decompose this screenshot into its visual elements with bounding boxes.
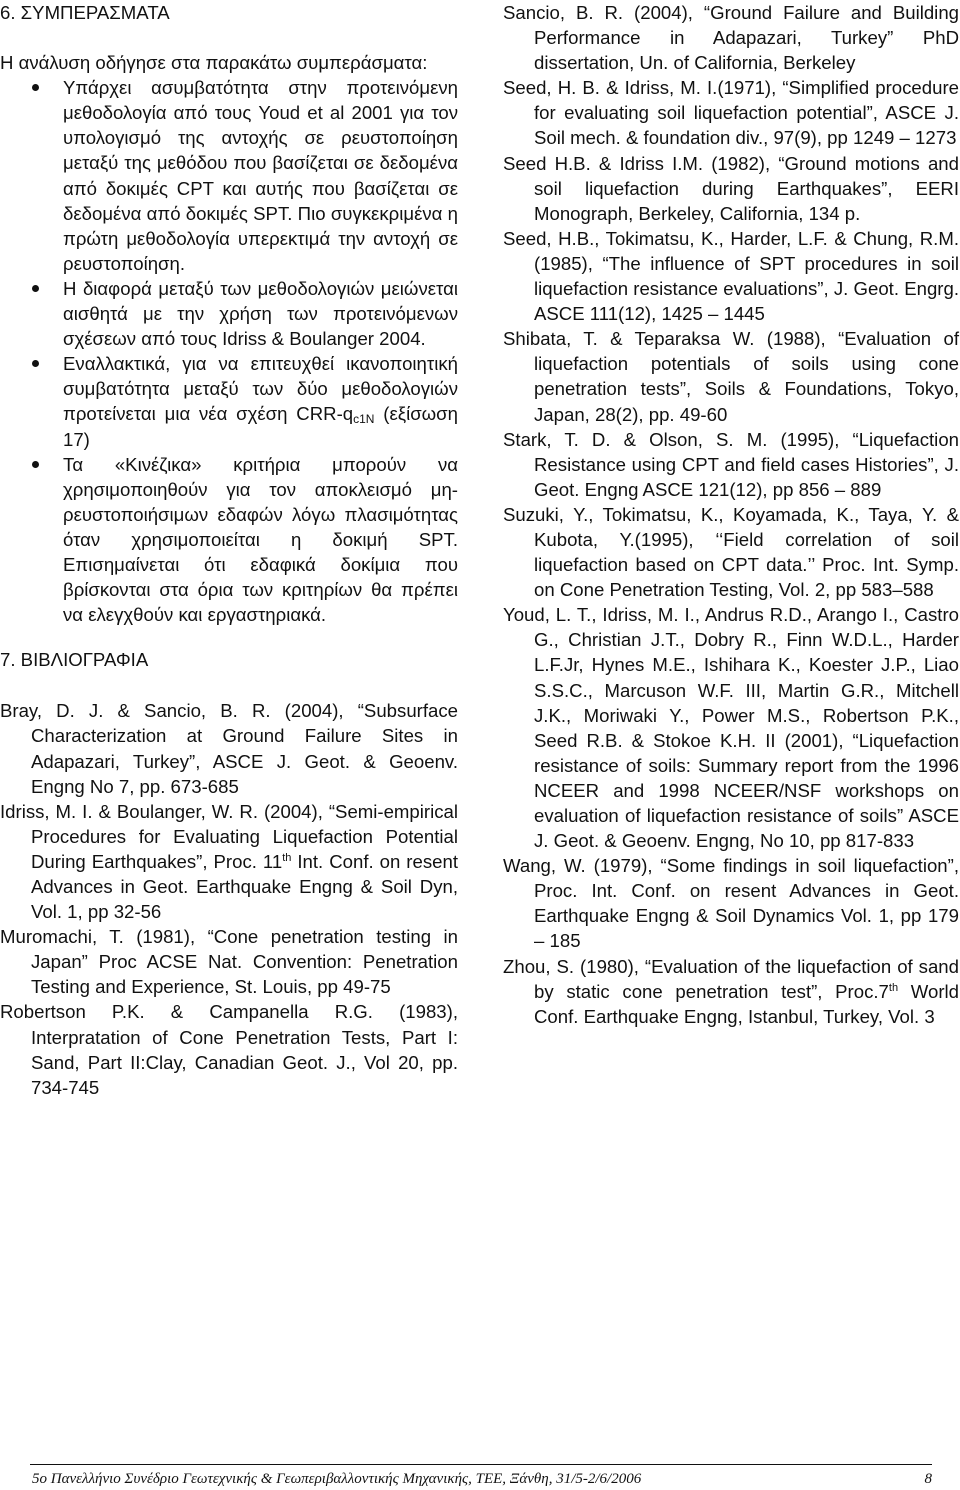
section-6-heading: 6. ΣΥΜΠΕΡΑΣΜΑΤΑ xyxy=(0,2,170,23)
page-number: 8 xyxy=(924,1471,932,1487)
superscript-th: th xyxy=(282,851,292,864)
reference-text: Idriss, M. I. & Boulanger, W. R. (2004), “Semi-empirical Procedures for Evaluating Liquefaction Potential During Earthquakes”, Proc. 11 xyxy=(0,800,458,872)
reference-item xyxy=(503,954,959,1029)
footer-rule xyxy=(30,1464,932,1465)
reference-item: Shibata, T. & Teparaksa W. (1988), “Evaluation of liquefaction potentials of soils using cone penetration tests”, Soils & Foundations, Tokyo, Japan, 28(2), pp. 49-60 xyxy=(503,328,959,425)
references-list-left xyxy=(0,698,458,1100)
subscript-c1n: c1N xyxy=(353,412,375,427)
right-column xyxy=(503,0,959,1029)
reference-item: Youd, L. T., Idriss, M. I., Andrus R.D., Arango I., Castro G., Christian J.T., Dobry R., Finn W.D.L., Harder L.F.Jr, Hynes M.E., Ishihara K., Koester J.P., Liao S.S.C., Marcuson W.F. III, Martin G.R., Mitchell J.K., Moriwaki Y., Power M.S., Robertson P.K., Seed R.B. & Stokoe K.H. II (2001), “Liquefaction resistance of soils: Summary report from the 1996 NCEER and 1998 NCEER/NSF workshops on evaluation of liquefaction resistance of soils” ASCE J. Geot. & Geoenv. Engng, No 10, pp 817-833 xyxy=(503,604,959,852)
bullet-icon xyxy=(32,461,39,468)
reference-item: Wang, W. (1979), “Some findings in soil liquefaction”, Proc. Int. Conf. on resent Advances in Geot. Earthquake Engng & Soil Dynamics Vol. 1, pp 179 – 185 xyxy=(503,855,959,952)
reference-item: Bray, D. J. & Sancio, B. R. (2004), “Subsurface Characterization at Ground Failure Sites in Adapazari, Turkey”, ASCE J. Geot. & Geoenv. Engng No 7, pp. 673-685 xyxy=(0,700,458,797)
reference-item: Muromachi, T. (1981), “Cone penetration testing in Japan” Proc ACSE Nat. Convention: Penetration Testing and Experience, St. Louis, pp 49-75 xyxy=(0,926,458,998)
conclusion-text: Η διαφορά μεταξύ των μεθοδολογιών μειώνεται αισθητά με την χρήση των προτεινόμενων σχέσεων από τους Idriss & Boulanger 2004. xyxy=(63,277,458,350)
conclusion-text-tail: (εξίσωση 17) xyxy=(63,403,459,450)
conclusion-item xyxy=(0,351,458,451)
bullet-icon xyxy=(32,285,39,292)
conclusion-text: Τα «Κινέζικα» κριτήρια μπορούν να χρησιμοποιηθούν για τον αποκλεισμό μη-ρευστοποιήσιμων εδαφών λόγω πλασιμότητας όταν χρησιμοποιείται η δοκιμή SPT. Επισημαίνεται ότι εδαφικά δοκίμια που βρίσκονται στα όρια των κριτηρίων θα πρέπει να ελεγχθούν και εργαστηριακά. xyxy=(63,453,458,626)
conclusion-item xyxy=(0,75,458,276)
reference-item: Sancio, B. R. (2004), “Ground Failure and Building Performance in Adapazari, Turkey” PhD dissertation, Un. of California, Berkeley xyxy=(503,2,959,74)
footer-conference-text: 5o Πανελλήνιο Συνέδριο Γεωτεχνικής & Γεωπεριβαλλοντικής Μηχανικής, ΤΕΕ, Ξάνθη, 31/5-2/6/2006 xyxy=(32,1471,642,1487)
reference-text: Zhou, S. (1980), “Evaluation of the liquefaction of sand by static cone penetration test”, Proc.7 xyxy=(503,955,959,1002)
conclusion-text-main: Εναλλακτικά, για να επιτευχθεί ικανοποιητική συμβατότητα μεταξύ των δύο μεθοδολογιών προτείνεται μια νέα σχέση CRR-q xyxy=(63,353,458,425)
reference-item xyxy=(0,799,458,924)
references-list-right xyxy=(503,0,959,1029)
reference-text-tail: Int. Conf. on resent Advances in Geot. Earthquake Engng & Soil Dyn, Vol. 1, pp 32-56 xyxy=(31,850,458,923)
reference-item: Seed, H. B. & Idriss, M. I.(1971), “Simplified procedure for evaluating soil liquefaction potential”, ASCE J. Soil mech. & foundation div., 97(9), pp 1249 – 1273 xyxy=(503,77,959,149)
superscript-th: th xyxy=(888,981,899,994)
bullet-icon xyxy=(32,360,39,367)
section-6-intro: Η ανάλυση οδήγησε στα παρακάτω συμπεράσματα: xyxy=(0,52,428,74)
conclusion-item xyxy=(0,276,458,351)
conclusions-list xyxy=(0,75,458,627)
reference-text-tail: World Conf. Earthquake Engng, Istanbul, Turkey, Vol. 3 xyxy=(534,980,959,1027)
conclusion-text xyxy=(63,353,458,449)
conclusion-item xyxy=(0,452,458,628)
reference-item: Stark, T. D. & Olson, S. M. (1995), “Liquefaction Resistance using CPT and field cases Histories”, J. Geot. Engng ASCE 121(12), pp 856 – 889 xyxy=(503,428,959,500)
reference-item: Robertson P.K. & Campanella R.G. (1983), Interpratation of Cone Penetration Tests, Part I: Sand, Part II:Clay, Canadian Geot. J., Vol 20, pp. 734-745 xyxy=(0,1001,458,1098)
reference-item: Seed H.B. & Idriss I.M. (1982), “Ground motions and soil liquefaction during Earthquakes”, EERI Monograph, Berkeley, California, 134 p. xyxy=(503,152,959,224)
left-column xyxy=(0,0,458,1100)
conclusion-text: Υπάρχει ασυμβατότητα στην προτεινόμενη μεθοδολογία από τους Youd et al 2001 για τον υπολογισμό της αντοχής σε ρευστοποίηση μεταξύ της μεθόδου που βασίζεται σε δεδομένα από δοκιμές CPT και αυτής που βασίζεται σε δεδομένα από δοκιμές SPT. Πιο συγκεκριμένα η πρώτη μεθοδολογία υπερεκτιμά την αντοχή σε ρευστοποίηση. xyxy=(63,77,458,274)
reference-item: Suzuki, Y., Tokimatsu, K., Koyamada, K., Taya, Y. & Kubota, Y.(1995), ‘‘Field correlation of soil liquefaction based on CPT data.’’ Proc. Int. Symp. on Cone Penetration Testing, Vol. 2, pp 583–588 xyxy=(503,503,959,601)
section-7-heading: 7. ΒΙΒΛΙΟΓΡΑΦΙΑ xyxy=(0,649,149,671)
bullet-icon xyxy=(32,84,39,91)
reference-item: Seed, H.B., Tokimatsu, K., Harder, L.F. & Chung, R.M. (1985), “The influence of SPT procedures in soil liquefaction resistance evaluations”, J. Geot. Engrg. ASCE 111(12), 1425 – 1445 xyxy=(503,227,959,325)
